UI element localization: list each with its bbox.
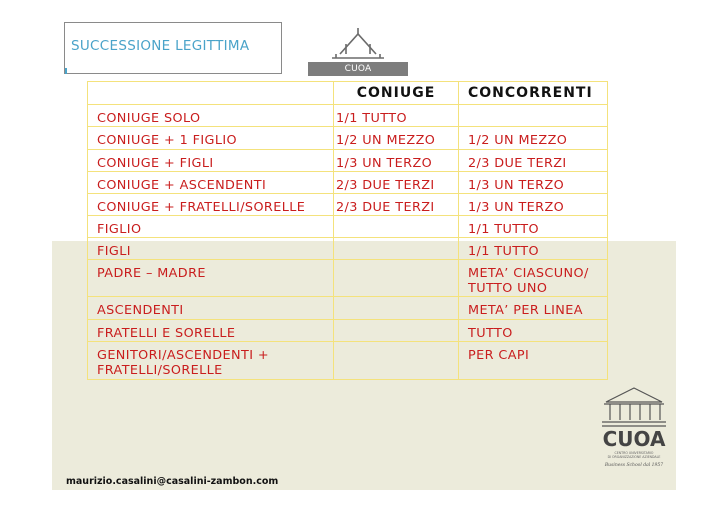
cuoa-small-line-2: DI ORGANIZZAZIONE AZIENDALE (607, 455, 661, 459)
concorrenti-cell: META’ PER LINEA (459, 297, 608, 320)
title-box (64, 22, 282, 74)
concorrenti-cell: 1/3 UN TERZO (459, 194, 608, 216)
header-coniuge: CONIUGE (334, 82, 459, 105)
row-label-cell: GENITORI/ASCENDENTI + FRATELLI/SORELLE (88, 342, 334, 380)
cuoa-small-line-1: CENTRO UNIVERSITARIO (614, 451, 654, 455)
concorrenti-cell: 1/1 TUTTO (459, 238, 608, 260)
cuoa-esploratorio-logo (306, 24, 410, 88)
cuoa-logo (598, 384, 670, 472)
concorrenti-cell: PER CAPI (459, 342, 608, 380)
table-row (88, 150, 608, 172)
header-concorrenti: CONCORRENTI (459, 82, 608, 105)
header-cell-blank (88, 82, 334, 105)
coniuge-cell: 2/3 DUE TERZI (334, 172, 459, 194)
concorrenti-cell: 1/1 TUTTO (459, 216, 608, 238)
table-row (88, 194, 608, 216)
logo-caption: CUOA ESPLORATORIO (308, 62, 408, 76)
concorrenti-cell: TUTTO (459, 320, 608, 342)
table-row (88, 172, 608, 194)
row-label-cell: CONIUGE + FRATELLI/SORELLE (88, 194, 334, 216)
table-row (88, 320, 608, 342)
header-row (88, 82, 608, 105)
concorrenti-cell: 1/2 UN MEZZO (459, 127, 608, 150)
table-row (88, 216, 608, 238)
table-row (88, 342, 608, 380)
table-row (88, 260, 608, 297)
row-label-cell: CONIUGE + 1 FIGLIO (88, 127, 334, 150)
footer-email: maurizio.casalini@casalini-zambon.com (66, 476, 279, 487)
coniuge-cell (334, 260, 459, 297)
table-row (88, 238, 608, 260)
coniuge-cell: 1/2 UN MEZZO (334, 127, 459, 150)
row-label-cell: PADRE – MADRE (88, 260, 334, 297)
row-label-cell: CONIUGE SOLO (88, 105, 334, 127)
concorrenti-cell (459, 105, 608, 127)
row-label-cell: FRATELLI E SORELLE (88, 320, 334, 342)
row-label-cell: ASCENDENTI (88, 297, 334, 320)
row-label-cell: CONIUGE + ASCENDENTI (88, 172, 334, 194)
row-label-cell: FIGLIO (88, 216, 334, 238)
coniuge-cell (334, 320, 459, 342)
table-row (88, 127, 608, 150)
row-label-cell: CONIUGE + FIGLI (88, 150, 334, 172)
succession-table (87, 81, 608, 380)
coniuge-cell (334, 297, 459, 320)
coniuge-cell (334, 216, 459, 238)
cuoa-building-icon (598, 384, 670, 472)
concorrenti-cell: 1/3 UN TERZO (459, 172, 608, 194)
villa-icon (306, 24, 410, 64)
table-row (88, 297, 608, 320)
row-label-cell: FIGLI (88, 238, 334, 260)
table-row (88, 105, 608, 127)
cuoa-tagline: Business School dal 1957 (604, 463, 664, 468)
title-accent (65, 68, 67, 74)
coniuge-cell: 1/3 UN TERZO (334, 150, 459, 172)
cuoa-wordmark: CUOA (602, 427, 666, 451)
concorrenti-cell: META’ CIASCUNO/ TUTTO UNO (459, 260, 608, 297)
concorrenti-cell: 2/3 DUE TERZI (459, 150, 608, 172)
coniuge-cell: 2/3 DUE TERZI (334, 194, 459, 216)
coniuge-cell: 1/1 TUTTO (334, 105, 459, 127)
slide-title: SUCCESSIONE LEGITTIMA (71, 38, 250, 54)
coniuge-cell (334, 238, 459, 260)
coniuge-cell (334, 342, 459, 380)
